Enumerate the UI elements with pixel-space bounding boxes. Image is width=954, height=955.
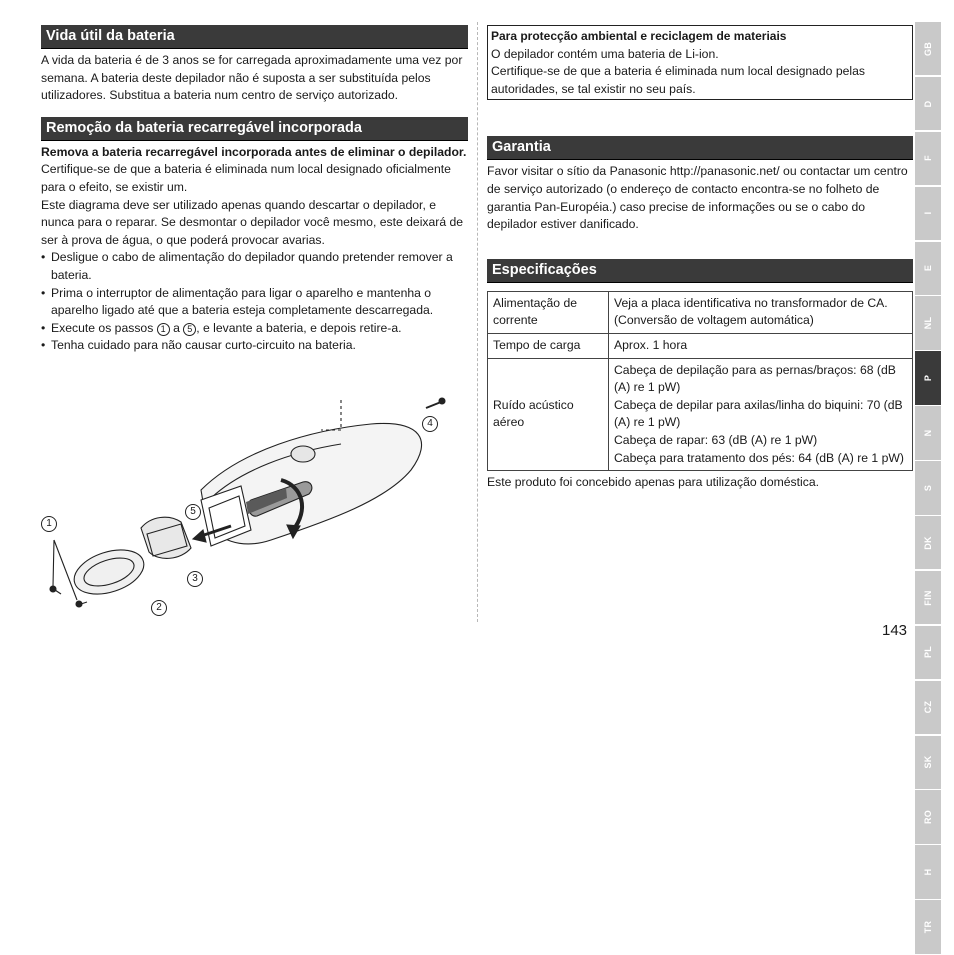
battery-life-text: A vida da bateria é de 3 anos se for carregada aproximadamente uma vez por semana. A bateria deste depilador não é suposta a ser substituída pelos utilizadores. Substitua a bateria num centro de serviço autorizado. (41, 53, 463, 103)
tab-label: CZ (923, 701, 933, 714)
spec-line: Cabeça para tratamento dos pés: 64 (dB (A) re 1 pW) (614, 450, 904, 465)
language-tab-ro[interactable] (915, 790, 941, 843)
tab-label: N (923, 429, 933, 437)
tab-label: D (923, 100, 933, 107)
step-number: 5 (183, 323, 196, 336)
language-tab-pl[interactable] (915, 626, 941, 679)
right-column (487, 25, 913, 492)
bullet-text: a (169, 320, 184, 335)
tab-label: NL (923, 316, 933, 330)
tab-label: S (923, 484, 933, 491)
bullet-text: , e levante a bateria, e depois retire-a. (196, 320, 402, 335)
environment-box (487, 25, 913, 100)
language-tab-n[interactable] (915, 406, 941, 459)
spec-line: Cabeça de rapar: 63 (dB (A) re 1 pW) (614, 432, 818, 447)
removal-intro: Remova a bateria recarregável incorporada antes de eliminar o depilador. (41, 144, 467, 159)
specs-table (487, 291, 913, 471)
battery-removal-diagram (41, 390, 481, 620)
callout-1: 1 (41, 516, 57, 532)
callout-5: 5 (185, 504, 201, 520)
language-tab-nl[interactable] (915, 296, 941, 349)
callout-3: 3 (187, 571, 203, 587)
tab-label: RO (923, 810, 933, 825)
language-tab-fin[interactable] (915, 571, 941, 624)
page-number: 143 (882, 622, 908, 639)
language-tab-gb[interactable] (915, 22, 941, 75)
bullet-item: • Desligue o cabo de alimentação do depilador quando pretender remover a bateria. (41, 249, 468, 284)
tab-label: E (923, 265, 933, 272)
environment-line-2: Certifique-se de que a bateria é eliminada num local designado pelas autoridades, se tal existir no seu país. (491, 64, 865, 96)
spec-label: Ruído acústico aéreo (488, 358, 609, 471)
tab-label: DK (923, 535, 933, 550)
epilator-exploded-illustration (41, 390, 481, 620)
tab-label: FIN (923, 589, 933, 606)
bullet-text: Execute os passos (51, 320, 157, 335)
tab-label: PL (923, 646, 933, 659)
language-tabs (915, 22, 941, 955)
bullet-item: • Tenha cuidado para não causar curto-circuito na bateria. (41, 337, 468, 355)
language-tab-p[interactable] (915, 351, 941, 404)
table-row (488, 358, 913, 471)
tab-label: F (923, 155, 933, 162)
tab-label: P (923, 374, 933, 382)
bullet-item: • Prima o interruptor de alimentação para ligar o aparelho e mantenha o aparelho ligado até que a bateria esteja completamente descarregada. (41, 285, 468, 320)
battery-removal-heading: Remoção da bateria recarregável incorporada (41, 117, 468, 141)
language-tab-s[interactable] (915, 461, 941, 514)
tab-label: SK (923, 755, 933, 769)
removal-bullets (41, 249, 468, 355)
language-tab-tr[interactable] (915, 900, 941, 953)
spec-label: Tempo de carga (488, 333, 609, 358)
language-tab-dk[interactable] (915, 516, 941, 569)
language-tab-i[interactable] (915, 187, 941, 240)
spec-line: Cabeça de depilação para as pernas/braços: 68 (dB (A) re 1 pW) (614, 362, 896, 395)
column-divider (477, 22, 478, 622)
specs-footnote: Este produto foi concebido apenas para utilização doméstica. (487, 475, 819, 490)
tab-label: H (923, 868, 933, 876)
bullet-item (41, 320, 468, 338)
step-number: 1 (157, 323, 170, 336)
table-row (488, 333, 913, 358)
callout-4: 4 (422, 416, 438, 432)
warranty-text: Favor visitar o sítio da Panasonic http://panasonic.net/ ou contactar um centro de serviço autorizado (o endereço de contacto encontra-se no folheto de garantia Pan-Européia.) caso precise de informações ou se o cabo do depilador estiver danificado. (487, 164, 908, 232)
spec-value (609, 358, 913, 471)
language-tab-d[interactable] (915, 77, 941, 130)
spec-label: Alimentação de corrente (488, 291, 609, 333)
tab-label: GB (923, 41, 933, 56)
removal-para-1: Certifique-se de que a bateria é eliminada num local designado oficialmente para o efeito, se existir um. (41, 162, 451, 194)
language-tab-h[interactable] (915, 845, 941, 898)
language-tab-e[interactable] (915, 242, 941, 295)
language-tab-cz[interactable] (915, 681, 941, 734)
table-row (488, 291, 913, 333)
left-column (41, 25, 468, 355)
environment-line-1: O depilador contém uma bateria de Li-ion. (491, 46, 719, 61)
specs-heading: Especificações (487, 259, 913, 283)
environment-title: Para protecção ambiental e reciclagem de materiais (491, 29, 787, 43)
tab-label: TR (923, 920, 933, 934)
tab-label: I (923, 211, 933, 215)
battery-life-heading: Vida útil da bateria (41, 25, 468, 49)
language-tab-sk[interactable] (915, 736, 941, 789)
spec-value: Veja a placa identificativa no transformador de CA. (Conversão de voltagem automática) (609, 291, 913, 333)
removal-para-2: Este diagrama deve ser utilizado apenas quando descartar o depilador, e nunca para o reparar. Se desmontar o depilador você mesmo, este deixará de ser à prova de água, o que poderá provocar avarias. (41, 197, 464, 247)
callout-2: 2 (151, 600, 167, 616)
language-tab-f[interactable] (915, 132, 941, 185)
spec-value: Aprox. 1 hora (609, 333, 913, 358)
spec-line: Cabeça de depilar para axilas/linha do biquini: 70 (dB (A) re 1 pW) (614, 397, 903, 430)
warranty-heading: Garantia (487, 136, 913, 160)
